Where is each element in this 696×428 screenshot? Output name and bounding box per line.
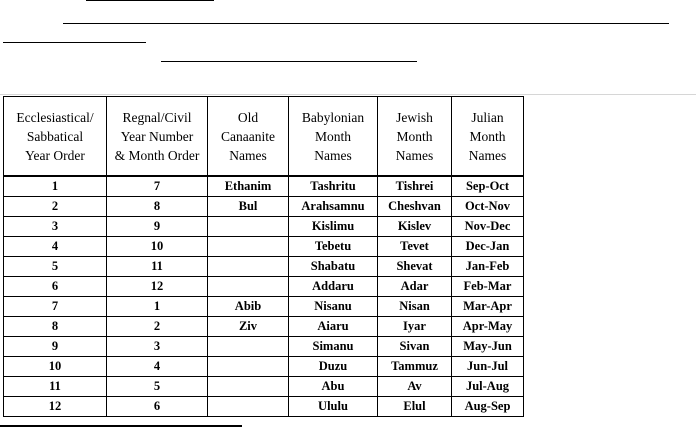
table-header-row — [4, 97, 524, 176]
cell-babylonian: Arahsamnu — [289, 197, 378, 217]
cell-julian: Nov-Dec — [452, 217, 524, 237]
table-row — [4, 177, 524, 197]
cell-jewish: Cheshvan — [378, 197, 452, 217]
cell-regnal: 12 — [107, 277, 208, 297]
cell-canaanite: Ethanim — [208, 177, 289, 197]
table-row — [4, 297, 524, 317]
cell-canaanite: Ziv — [208, 317, 289, 337]
cell-regnal: 6 — [107, 397, 208, 417]
cell-babylonian: Abu — [289, 377, 378, 397]
cell-canaanite — [208, 377, 289, 397]
cell-babylonian: Aiaru — [289, 317, 378, 337]
cell-babylonian: Tashritu — [289, 177, 378, 197]
cell-regnal: 1 — [107, 297, 208, 317]
cell-julian: Apr-May — [452, 317, 524, 337]
cell-babylonian: Tebetu — [289, 237, 378, 257]
cell-ecclesiastical: 2 — [4, 197, 107, 217]
section-divider — [0, 94, 696, 95]
table-row — [4, 337, 524, 357]
cell-babylonian: Nisanu — [289, 297, 378, 317]
cell-babylonian: Kislimu — [289, 217, 378, 237]
cell-julian: Sep-Oct — [452, 177, 524, 197]
cell-jewish: Iyar — [378, 317, 452, 337]
cell-ecclesiastical: 10 — [4, 357, 107, 377]
table-row — [4, 277, 524, 297]
header-babylonian-names: Babylonian Month Names — [289, 97, 378, 176]
table-row — [4, 357, 524, 377]
cell-ecclesiastical: 9 — [4, 337, 107, 357]
cell-canaanite — [208, 357, 289, 377]
cell-babylonian: Simanu — [289, 337, 378, 357]
header-regnal-order: Regnal/Civil Year Number & Month Order — [107, 97, 208, 176]
cell-canaanite — [208, 397, 289, 417]
cell-julian: Jun-Jul — [452, 357, 524, 377]
header-ecclesiastical-order: Ecclesiastical/ Sabbatical Year Order — [4, 97, 107, 176]
cell-ecclesiastical: 1 — [4, 177, 107, 197]
footnote-separator — [0, 425, 242, 427]
cell-babylonian: Shabatu — [289, 257, 378, 277]
cell-julian: Dec-Jan — [452, 237, 524, 257]
cell-canaanite — [208, 217, 289, 237]
cell-ecclesiastical: 4 — [4, 237, 107, 257]
cell-jewish: Tevet — [378, 237, 452, 257]
table-row — [4, 377, 524, 397]
cell-ecclesiastical: 12 — [4, 397, 107, 417]
cell-julian: Feb-Mar — [452, 277, 524, 297]
cell-regnal: 8 — [107, 197, 208, 217]
cell-regnal: 7 — [107, 177, 208, 197]
header-jewish-names: Jewish Month Names — [378, 97, 452, 176]
cell-babylonian: Addaru — [289, 277, 378, 297]
underline-rule-3 — [3, 42, 146, 43]
cell-babylonian: Ululu — [289, 397, 378, 417]
table-row — [4, 237, 524, 257]
cell-julian: Mar-Apr — [452, 297, 524, 317]
cell-julian: Jan-Feb — [452, 257, 524, 277]
cell-regnal: 2 — [107, 317, 208, 337]
cell-canaanite — [208, 257, 289, 277]
month-names-table — [3, 96, 524, 417]
cell-julian: Aug-Sep — [452, 397, 524, 417]
cell-canaanite: Bul — [208, 197, 289, 217]
table-row — [4, 317, 524, 337]
cell-regnal: 11 — [107, 257, 208, 277]
cell-regnal: 9 — [107, 217, 208, 237]
cell-jewish: Shevat — [378, 257, 452, 277]
cell-jewish: Tishrei — [378, 177, 452, 197]
cell-ecclesiastical: 8 — [4, 317, 107, 337]
cell-jewish: Adar — [378, 277, 452, 297]
underline-rule-1 — [86, 0, 214, 1]
cell-ecclesiastical: 3 — [4, 217, 107, 237]
table-row — [4, 217, 524, 237]
cell-canaanite: Abib — [208, 297, 289, 317]
underline-rule-4 — [161, 61, 417, 62]
cell-jewish: Elul — [378, 397, 452, 417]
cell-regnal: 4 — [107, 357, 208, 377]
cell-regnal: 5 — [107, 377, 208, 397]
table-row — [4, 397, 524, 417]
cell-jewish: Kislev — [378, 217, 452, 237]
cell-ecclesiastical: 6 — [4, 277, 107, 297]
cell-ecclesiastical: 11 — [4, 377, 107, 397]
header-julian-names: Julian Month Names — [452, 97, 524, 176]
table-row — [4, 257, 524, 277]
cell-babylonian: Duzu — [289, 357, 378, 377]
cell-ecclesiastical: 5 — [4, 257, 107, 277]
cell-canaanite — [208, 337, 289, 357]
cell-regnal: 10 — [107, 237, 208, 257]
cell-jewish: Tammuz — [378, 357, 452, 377]
cell-jewish: Sivan — [378, 337, 452, 357]
header-canaanite-names: Old Canaanite Names — [208, 97, 289, 176]
cell-regnal: 3 — [107, 337, 208, 357]
cell-jewish: Av — [378, 377, 452, 397]
cell-julian: Oct-Nov — [452, 197, 524, 217]
cell-julian: May-Jun — [452, 337, 524, 357]
cell-jewish: Nisan — [378, 297, 452, 317]
cell-ecclesiastical: 7 — [4, 297, 107, 317]
cell-canaanite — [208, 277, 289, 297]
table-row — [4, 197, 524, 217]
underline-rule-2 — [63, 23, 669, 24]
cell-julian: Jul-Aug — [452, 377, 524, 397]
cell-canaanite — [208, 237, 289, 257]
